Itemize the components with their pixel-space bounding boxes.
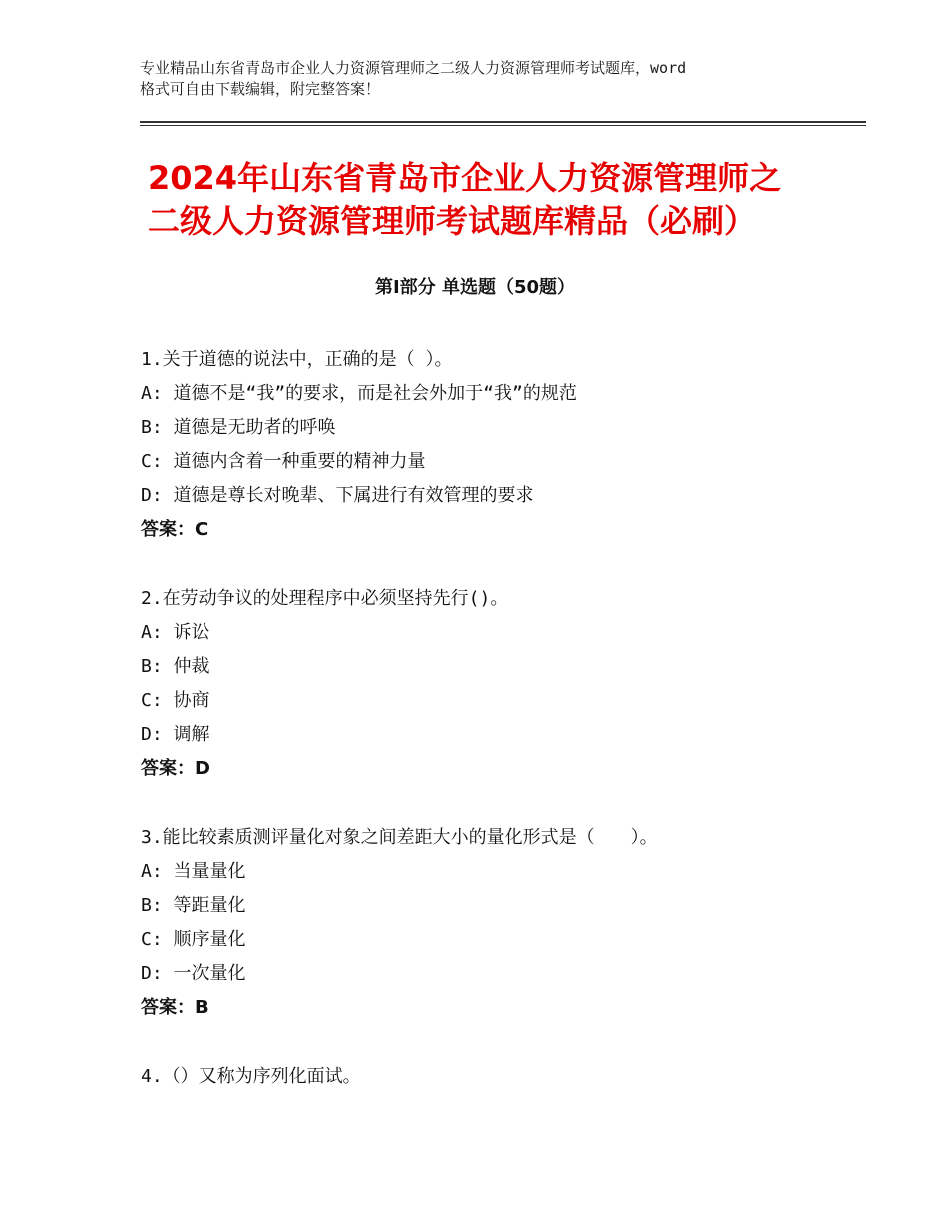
question-item — [141, 1060, 841, 1094]
option-c: C: 道德内含着一种重要的精神力量 — [141, 451, 426, 472]
question-spacer — [141, 1025, 841, 1060]
option-a: A: 当量量化 — [141, 861, 246, 882]
header-line-2: 格式可自由下载编辑，附完整答案！ — [140, 80, 381, 98]
option-d: D: 道德是尊长对晚辈、下属进行有效管理的要求 — [141, 485, 534, 506]
answer-label: 答案：B — [141, 997, 209, 1018]
option-a: A: 道德不是“我”的要求，而是社会外加于“我”的规范 — [141, 383, 577, 404]
question-stem: 4.（）又称为序列化面试。 — [141, 1066, 361, 1087]
section-title: 第Ⅰ部分 单选题（50题） — [374, 277, 575, 298]
question-item — [141, 821, 841, 1025]
title-line-2: 二级人力资源管理师考试题库精品（必刷） — [148, 202, 757, 240]
header-line-1: 专业精品山东省青岛市企业人力资源管理师之二级人力资源管理师考试题库，word — [140, 59, 687, 77]
option-b: B: 道德是无助者的呼唤 — [141, 417, 336, 438]
question-stem: 2.在劳动争议的处理程序中必须坚持先行()。 — [141, 588, 509, 609]
option-d: D: 一次量化 — [141, 963, 246, 984]
question-stem: 3.能比较素质测评量化对象之间差距大小的量化形式是（ ）。 — [141, 827, 658, 848]
option-b: B: 等距量化 — [141, 895, 246, 916]
answer-label: 答案：C — [141, 519, 209, 540]
question-spacer — [141, 547, 841, 582]
header-divider — [140, 121, 866, 126]
document-title — [148, 157, 848, 243]
option-a: A: 诉讼 — [141, 622, 210, 643]
title-line-1: 2024年山东省青岛市企业人力资源管理师之 — [148, 159, 782, 197]
question-stem: 1.关于道德的说法中，正确的是（ ）。 — [141, 349, 453, 370]
option-c: C: 协商 — [141, 690, 210, 711]
answer-label: 答案：D — [141, 758, 210, 779]
question-item — [141, 343, 841, 547]
page-header — [140, 58, 830, 100]
question-item — [141, 582, 841, 786]
question-list — [141, 343, 841, 1094]
question-spacer — [141, 786, 841, 821]
option-b: B: 仲裁 — [141, 656, 210, 677]
option-d: D: 调解 — [141, 724, 210, 745]
option-c: C: 顺序量化 — [141, 929, 246, 950]
